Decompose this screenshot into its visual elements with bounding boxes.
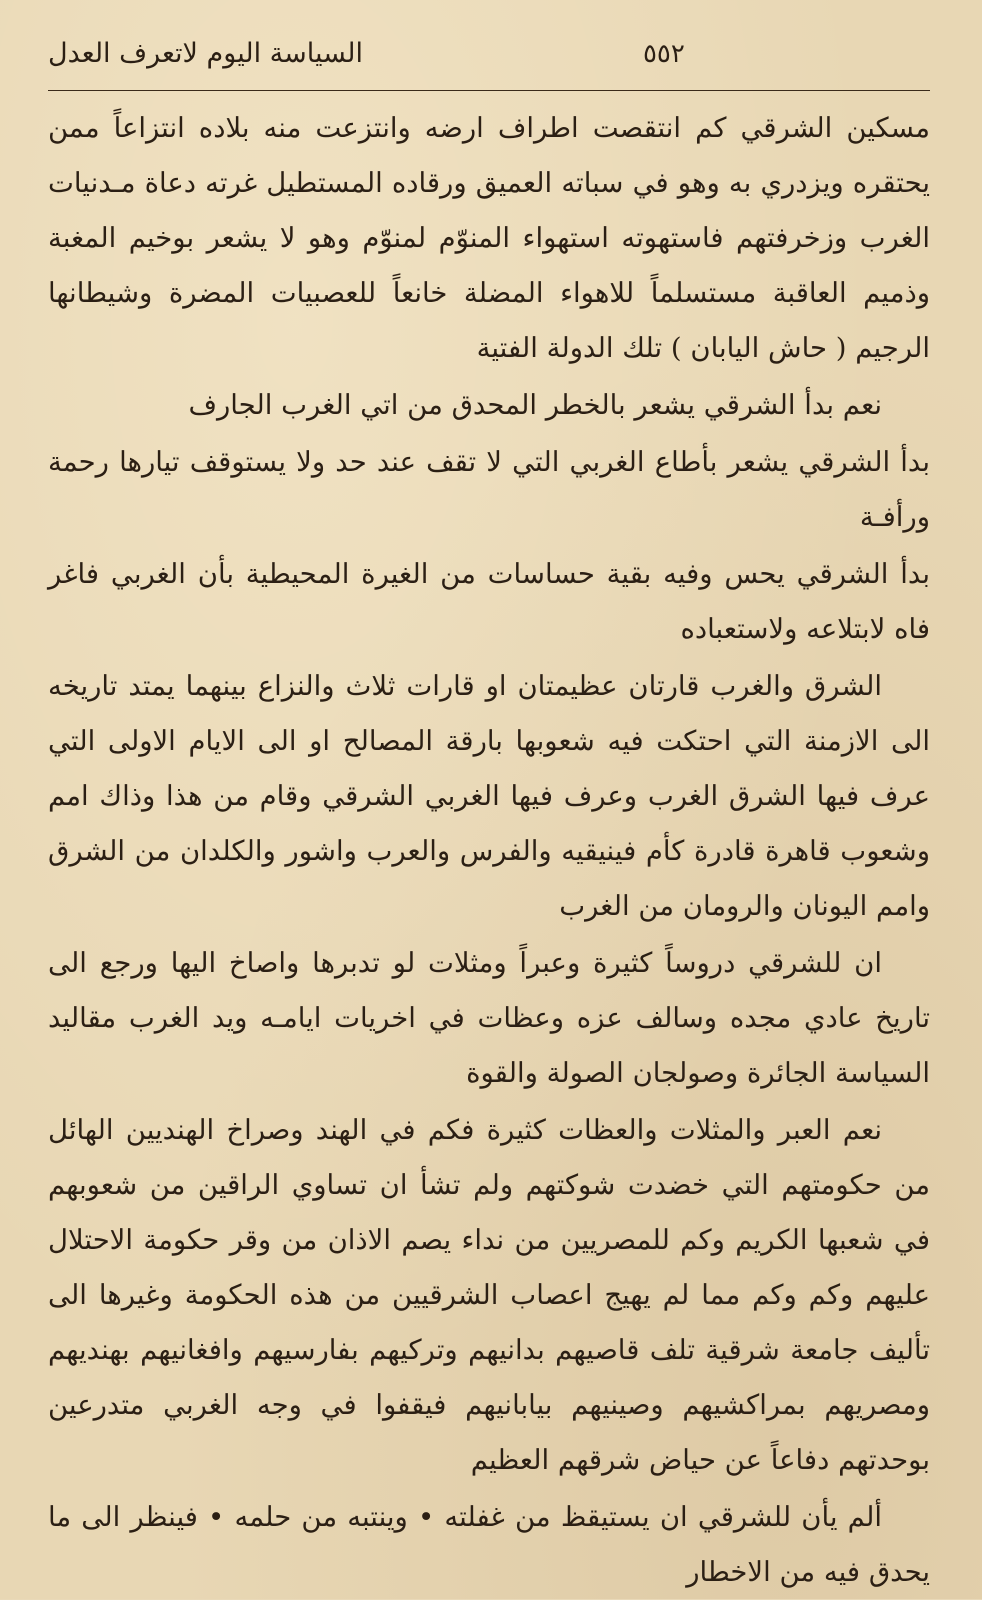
paragraph: الشرق والغرب قارتان عظيمتان او قارات ثلاث والنزاع بينهما يمتد تاريخه الى الازمنة التي احتكت فيه شعوبها بارقة المصالح او الى الايام الاولى التي عرف فيها الشرق الغرب وعرف فيها الغربي الشرقي وقام من هذا وذاك امم وشعوب قاهرة قادرة كأم فينيقيه والفرس والعرب واشور والكلدان من الشرق وامم اليونان والرومان من الغرب [48,670,930,922]
paragraph: نعم بدأ الشرقي يشعر بالخطر المحدق من اتي الغرب الجارف [188,389,882,421]
running-title: السياسة اليوم لاتعرف العدل [48,38,363,69]
running-head [48,38,930,86]
page-number: ٥٥٢ [642,39,685,69]
paragraph: ان للشرقي دروساً كثيرة وعبراً ومثلات لو تدبرها واصاخ اليها ورجع الى تاريخ عادي مجده وسالف عزه وعظات في اخريات ايامـه ويد الغرب مقاليد السياسة الجائرة وصولجان الصولة والقوة [48,947,930,1089]
paragraph: مسكين الشرقي كم انتقصت اطراف ارضه وانتزعت منه بلاده انتزاعاً ممن يحتقره ويزدري به وهو في سباته العميق ورقاده المستطيل غرته دعاة مـدنيات الغرب وزخرفتهم فاستهوته استهواء المنوّم لمنوّم وهو لا يشعر بوخيم المغبة وذميم العاقبة مستسلماً للاهواء المضلة خانعاً للعصبيات المضرة وشيطانها الرجيم ( حاش اليابان ) تلك الدولة الفتية [48,112,930,364]
paragraph: بدأ الشرقي يحس وفيه بقية حساسات من الغيرة المحيطية بأن الغربي فاغر فاه لابتلاعه ولاستعباده [48,558,930,645]
body-text [48,101,930,1600]
paragraph: نعم العبر والمثلات والعظات كثيرة فكم في الهند وصراخ الهنديين الهائل من حكومتهم التي خضدت شوكتهم ولم تشأ ان تساوي الراقين من شعوبهم في شعبها الكريم وكم للمصريين من نداء يصم الاذان من وقر حكومة الاحتلال عليهم وكم وكم مما لم يهيج اعصاب الشرقيين من هذه الحكومة وغيرها الى تأليف جامعة شرقية تلف قاصيهم بدانيهم وتركيهم بفارسيهم وافغانيهم بهنديهم ومصريهم بمراكشيهم وصينيهم بيابانيهم فيقفوا في وجه الغربي متدرعين بوحدتهم دفاعاً عن حياض شرقهم العظيم [48,1114,930,1476]
paragraph: بدأ الشرقي يشعر بأطاع الغربي التي لا تقف عند حد ولا يستوقف تيارها رحمة ورأفـة [48,446,930,533]
header-rule [48,90,930,91]
paragraph: ألم يأن للشرقي ان يستيقظ من غفلته • وينتبه من حلمه • فينظر الى ما يحدق فيه من الاخطار [48,1501,930,1588]
